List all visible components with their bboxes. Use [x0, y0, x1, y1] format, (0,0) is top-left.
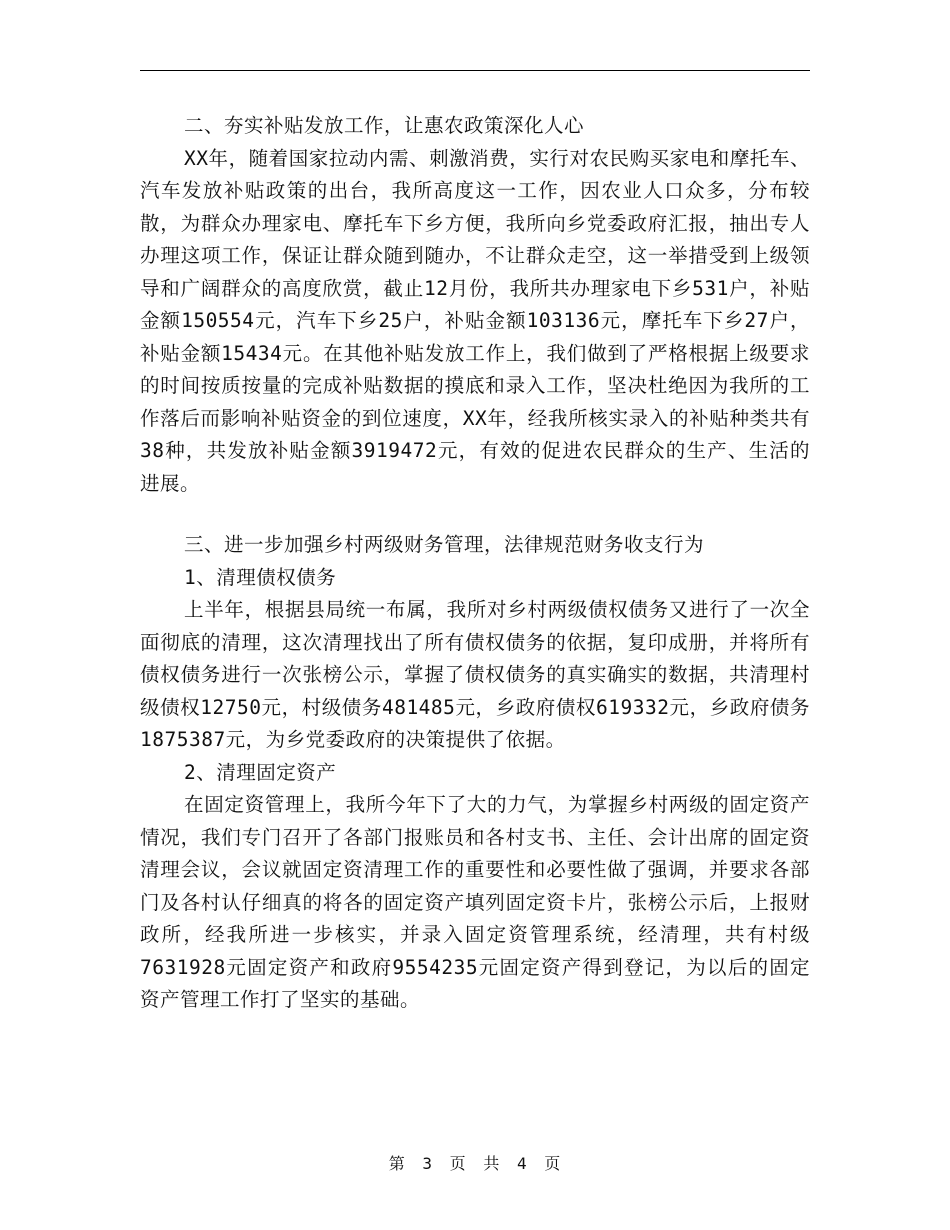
- page-number-footer: 第 3 页 共 4 页: [388, 1154, 562, 1173]
- subsection-2-heading: 2、清理固定资产: [184, 760, 337, 784]
- subsection-1-paragraph: 上半年，根据县局统一布属，我所对乡村两级债权债务又进行了一次全面彻底的清理，这次清理找出了所有债权债务的依据，复印成册，并将所有债权债务进行一次张榜公示，掌握了债权债务的真实确实的数据，共清理村级债权12750元，村级债务481485元，乡政府债权619332元，乡政府债务1875387元，为乡党委政府的决策提供了依据。: [140, 598, 810, 751]
- document-body: [140, 110, 810, 1017]
- subsection-1-heading: 1、清理债权债务: [184, 565, 337, 589]
- section-3-heading: 三、进一步加强乡村两级财务管理，法律规范财务收支行为: [184, 533, 705, 556]
- header-rule: [140, 70, 810, 71]
- subsection-2-paragraph: 在固定资管理上，我所今年下了大的力气，为掌握乡村两级的固定资产情况，我们专门召开了各部门报账员和各村支书、主任、会计出席的固定资清理会议，会议就固定资清理工作的重要性和必要性做了强调，并要求各部门及各村认仔细真的将各的固定资产填列固定资卡片，张榜公示后，上报财政所，经我所进一步核实，并录入固定资管理系统，经清理，共有村级7631928元固定资产和政府9554235元固定资产得到登记，为以后的固定资产管理工作打了坚实的基础。: [140, 793, 810, 1011]
- section-2-heading: 二、夯实补贴发放工作，让惠农政策深化人心: [184, 114, 585, 137]
- section-2-paragraph: XX年，随着国家拉动内需、刺激消费，实行对农民购买家电和摩托车、汽车发放补贴政策的出台，我所高度这一工作，因农业人口众多，分布较散，为群众办理家电、摩托车下乡方便，我所向乡党委政府汇报，抽出专人办理这项工作，保证让群众随到随办，不让群众走空，这一举措受到上级领导和广阔群众的高度欣赏，截止12月份，我所共办理家电下乡531户，补贴金额150554元，汽车下乡25户，补贴金额103136元，摩托车下乡27户，补贴金额15434元。在其他补贴发放工作上，我们做到了严格根据上级要求的时间按质按量的完成补贴数据的摸底和录入工作，坚决杜绝因为我所的工作落后而影响补贴资金的到位速度，XX年，经我所核实录入的补贴种类共有38种，共发放补贴金额3919472元，有效的促进农民群众的生产、生活的进展。: [140, 146, 810, 495]
